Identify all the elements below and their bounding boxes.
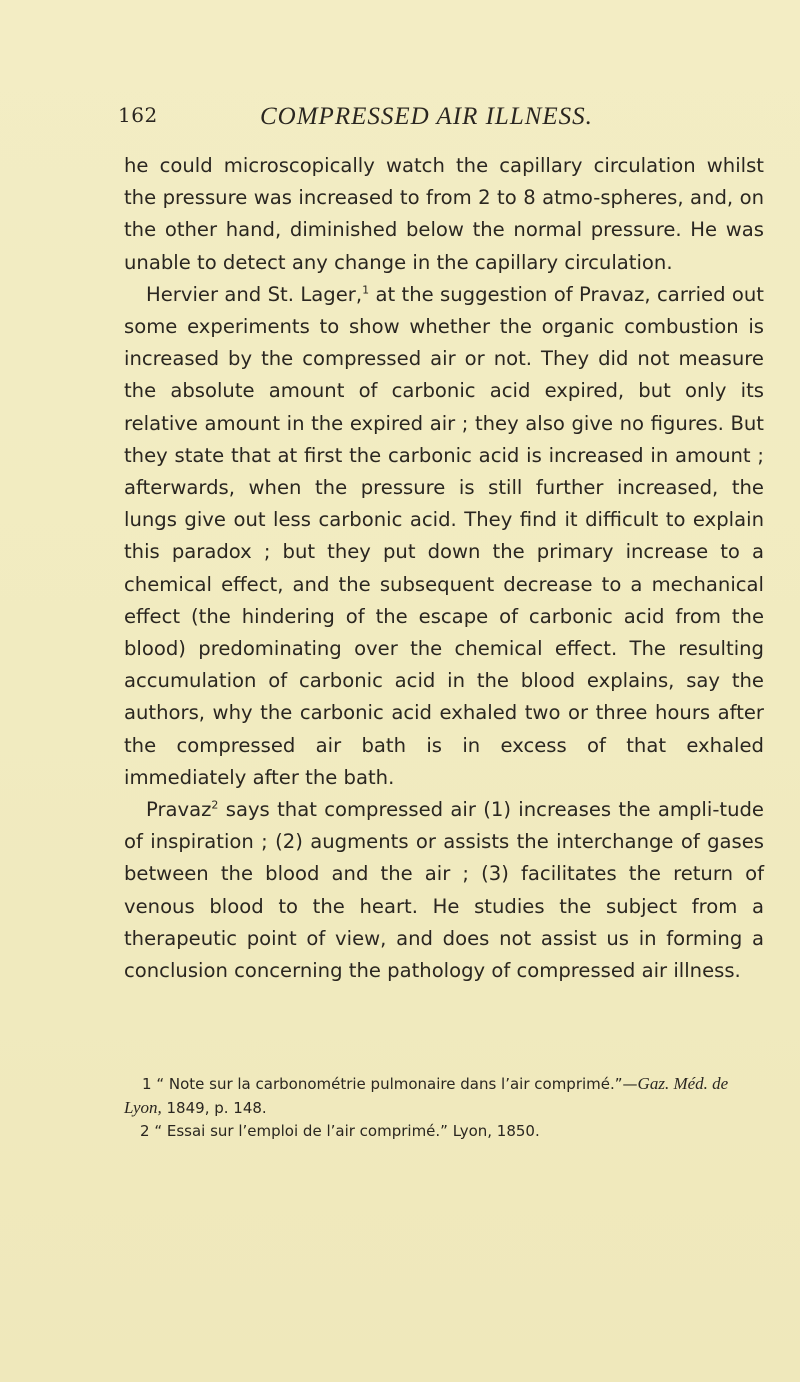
paragraph-3-rest: says that compressed air (1) increases the ampli-tude of inspiration ; (2) augments or assists the interchange of gases between the blood and the air ; (3) facilitates the return of venous blood to the heart. He studies the subject from a therapeutic point of view, and does not assist us in forming a conclusion concerning the pathology of compressed air illness. xyxy=(124,798,764,983)
body-text xyxy=(124,150,764,987)
footnote-ref-2: 2 xyxy=(211,798,219,812)
paragraph-2-rest: at the suggestion of Pravaz, carried out some experiments to show whether the organic combustion is increased by the compressed air or not. They did not measure the absolute amount of carbonic acid expired, but only its relative amount in the expired air ; they also give no figures. But they state that at first the carbonic acid is increased in amount ; afterwards, when the pressure is still further increased, the lungs give out less carbonic acid. They find it difficult to explain this paradox ; but they put down the primary increase to a chemical effect, and the subsequent decrease to a mechanical effect (the hindering of the escape of carbonic acid from the blood) predominating over the chemical effect. The resulting accumulation of carbonic acid in the blood explains, say the authors, why the carbonic acid exhaled two or three hours after the compressed air bath is in excess of that exhaled immediately after the bath. xyxy=(124,282,764,789)
footnotes xyxy=(124,1072,769,1143)
paragraph-1: he could microscopically watch the capillary circulation whilst the pressure was increased to from 2 to 8 atmo-spheres, and, on the other hand, diminished below the normal pressure. He was unable to detect any change in the capillary circulation. xyxy=(124,154,764,274)
footnote-1-tail: 1849, p. 148. xyxy=(161,1099,267,1117)
page-header xyxy=(118,103,758,139)
paragraph-2-start: Hervier and St. Lager, xyxy=(146,282,363,306)
footnote-1-text: “ Note sur la carbonométrie pulmonaire dans l’air comprimé.”— xyxy=(151,1075,638,1093)
paragraph-2 xyxy=(124,279,764,794)
footnote-2-marker: 2 xyxy=(140,1122,150,1140)
footnote-2-text: “ Essai sur l’emploi de l’air comprimé.” Lyon, 1850. xyxy=(149,1122,540,1140)
footnote-2 xyxy=(124,1120,769,1143)
running-title: COMPRESSED AIR ILLNESS. xyxy=(260,103,593,130)
footnote-1-marker: 1 xyxy=(142,1075,152,1093)
paragraph-3 xyxy=(124,794,764,987)
paragraph-3-start: Pravaz xyxy=(146,798,212,822)
footnote-ref-1: 1 xyxy=(362,283,370,297)
footnote-1-journal: Gaz. Méd. de Lyon, xyxy=(124,1074,729,1117)
page-number: 162 xyxy=(118,103,158,127)
footnote-1 xyxy=(124,1072,769,1120)
